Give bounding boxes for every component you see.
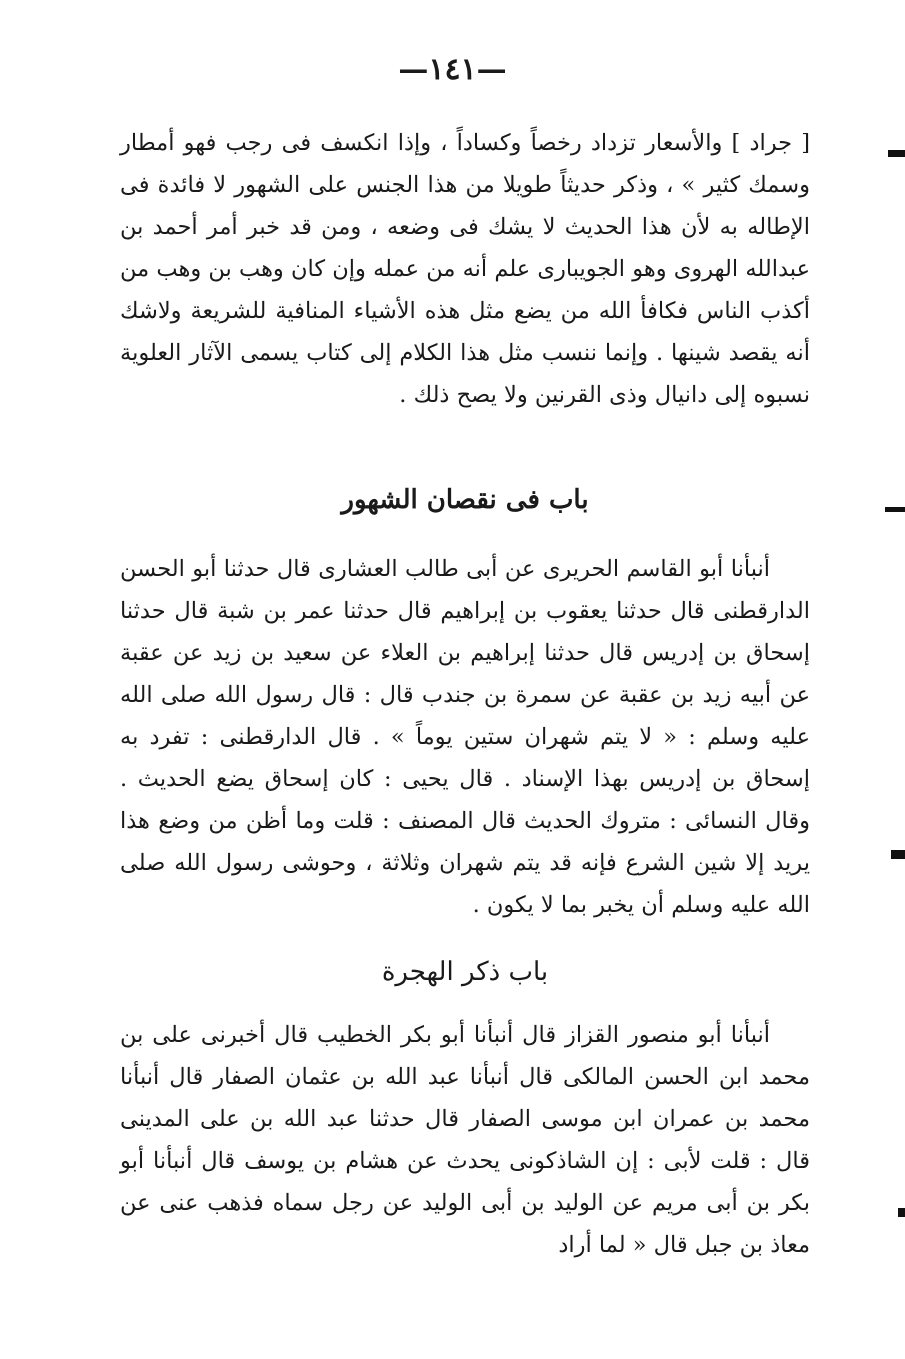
margin-mark xyxy=(885,507,905,512)
margin-mark xyxy=(891,850,905,859)
page-number: —١٤١— xyxy=(398,52,507,87)
section-months-text xyxy=(120,548,810,926)
section-hijra-text xyxy=(120,1014,810,1266)
paragraph: [ جراد ] والأسعار تزداد رخصاً وكساداً ، وإذا انكسف فى رجب فهو أمطار وسمك كثير » ، وذكر حديثاً طويلا من هذا الجنس على الشهور لا فائدة فى الإطاله به لأن هذا الحديث لا يشك فى وضعه ، ومن قد خبر أمر أحمد بن عبدالله الهروى وهو الجويبارى علم أنه من عمله وإن كان وهب بن وهب من أكذب الناس فكافأ الله من يضع مثل هذه الأشياء المنافية للشريعة ولاشك أنه يقصد شينها . وإنما ننسب مثل هذا الكلام إلى كتاب يسمى الآثار العلوية نسبوه إلى دانيال وذى القرنين ولا يصح ذلك . xyxy=(120,130,810,408)
paragraph: أنبأنا أبو القاسم الحريرى عن أبى طالب العشارى قال حدثنا أبو الحسن الدارقطنى قال حدثنا يعقوب بن إبراهيم قال حدثنا عمر بن شبة قال حدثنا إسحاق بن إدريس قال حدثنا إبراهيم بن العلاء عن سعيد بن زيد عن عقبة عن أبيه زيد بن عقبة عن سمرة بن جندب قال : قال رسول الله صلى الله عليه وسلم : « لا يتم شهران ستين يوماً » . قال الدارقطنى : تفرد به إسحاق بن إدريس بهذا الإسناد . قال يحيى : كان إسحاق يضع الحديث . وقال النسائى : متروك الحديث قال المصنف : قلت وما أظن من وضع هذا يريد إلا شين الشرع فإنه قد يتم شهران وثلاثة ، وحوشى رسول الله صلى الله عليه وسلم أن يخبر بما لا يكون . xyxy=(120,556,810,918)
margin-mark xyxy=(888,150,905,157)
section-continuation-text xyxy=(120,122,810,416)
paragraph: أنبأنا أبو منصور القزاز قال أنبأنا أبو بكر الخطيب قال أخبرنى على بن محمد ابن الحسن المالكى قال أنبأنا عبد الله بن عثمان الصفار قال أنبأنا محمد بن عمران ابن موسى الصفار قال حدثنا عبد الله بن على المدينى قال : قلت لأبى : إن الشاذكونى يحدث عن هشام بن يوسف قال أنبأنا أبو بكر بن أبى مريم عن الوليد بن أبى الوليد عن رجل سماه فذهب عنى عن معاذ بن جبل قال « لما أراد xyxy=(120,1022,810,1258)
section-heading-hijra: باب ذكر الهجرة xyxy=(381,957,549,987)
margin-mark xyxy=(898,1208,905,1217)
section-heading-months: باب فى نقصان الشهور xyxy=(341,485,589,515)
